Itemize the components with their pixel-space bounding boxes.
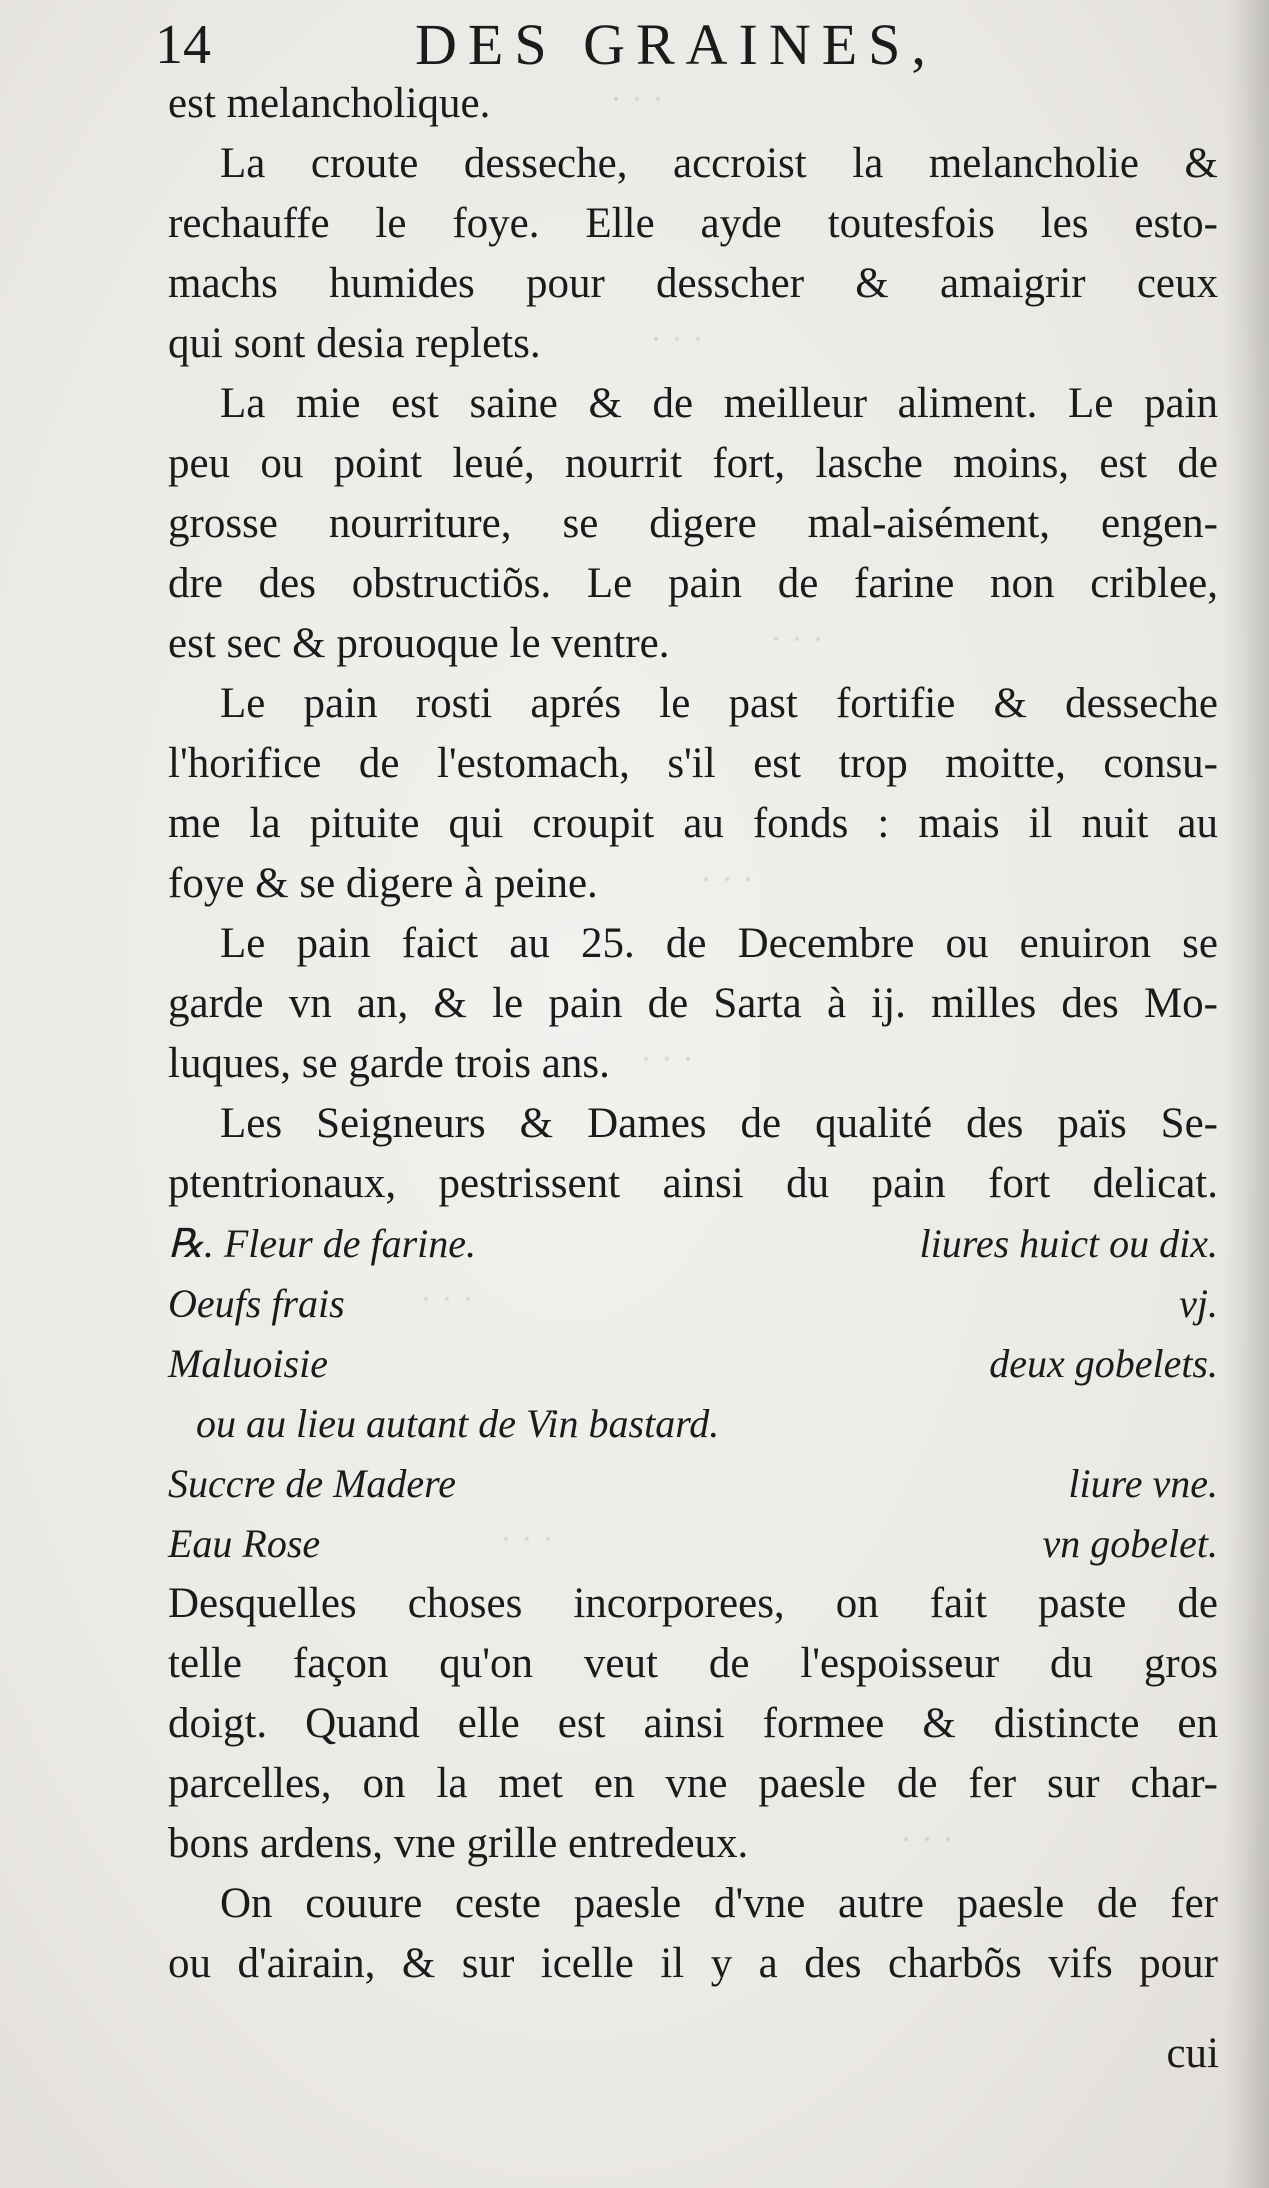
text-line: Les Seigneurs & Dames de qualité des païs Se-	[220, 1100, 1218, 1147]
text-line: parcelles, on la met en vne paesle de fer sur char-	[168, 1760, 1218, 1807]
show-through-mark: · · ·	[610, 79, 664, 119]
show-through-mark: · · ·	[650, 319, 704, 359]
recipe-ingredient: ou au lieu autant de Vin bastard.	[196, 1401, 720, 1446]
recipe-ingredient: ℞. Fleur de farine.	[168, 1221, 477, 1266]
text-line: Le pain rosti aprés le past fortifie & desseche	[220, 680, 1218, 727]
recipe-row	[168, 1334, 1218, 1394]
spine-shadow	[1223, 0, 1269, 2188]
text-line: bons ardens, vne grille entredeux.	[168, 1820, 749, 1867]
text-line: machs humides pour desscher & amaigrir ceux	[168, 260, 1218, 307]
text-line: garde vn an, & le pain de Sarta à ij. milles des Mo-	[168, 980, 1218, 1027]
text-block	[168, 74, 1218, 1994]
text-line: qui sont desia replets.	[168, 320, 541, 367]
recipe-row	[168, 1514, 1218, 1574]
text-line: rechauffe le foye. Elle ayde toutesfois les esto-	[168, 200, 1218, 247]
recipe-ingredient: Eau Rose	[168, 1521, 321, 1566]
recipe-row	[168, 1454, 1218, 1514]
recipe-quantity: liures huict ou dix.	[919, 1221, 1218, 1266]
recipe-row	[168, 1394, 1218, 1454]
text-line: Desquelles choses incorporees, on fait paste de	[168, 1580, 1218, 1627]
recipe-ingredient: Oeufs frais	[168, 1281, 345, 1326]
text-line: dre des obstructiõs. Le pain de farine non criblee,	[168, 560, 1218, 607]
recipe-quantity: liure vne.	[1068, 1461, 1218, 1506]
recipe-ingredient: Maluoisie	[168, 1341, 328, 1386]
page-header	[155, 4, 1215, 84]
text-line: grosse nourriture, se digere mal-aisément, engen-	[168, 500, 1218, 547]
text-line: On couure ceste paesle d'vne autre paesle de fer	[220, 1880, 1218, 1927]
text-line: ou d'airain, & sur icelle il y a des charbõs vifs pour	[168, 1940, 1218, 1987]
show-through-mark: · · ·	[770, 619, 824, 659]
text-line: doigt. Quand elle est ainsi formee & distincte en	[168, 1700, 1218, 1747]
text-line: ptentrionaux, pestrissent ainsi du pain fort delicat.	[168, 1160, 1218, 1207]
text-line: me la pituite qui croupit au fonds : mais il nuit au	[168, 800, 1218, 847]
recipe-row	[168, 1214, 1218, 1274]
running-title: DES GRAINES,	[415, 12, 937, 77]
text-line: telle façon qu'on veut de l'espoisseur du gros	[168, 1640, 1218, 1687]
text-line: l'horifice de l'estomach, s'il est trop moitte, consu-	[168, 740, 1218, 787]
show-through-mark: · · ·	[500, 1519, 554, 1559]
recipe-quantity: vj.	[1179, 1281, 1218, 1326]
recipe-quantity: deux gobelets.	[989, 1341, 1218, 1386]
show-through-mark: · · ·	[900, 1819, 954, 1859]
text-line: est melancholique.	[168, 80, 491, 127]
show-through-mark: · · ·	[420, 1279, 474, 1319]
text-line: luques, se garde trois ans.	[168, 1040, 610, 1087]
text-line: est sec & prouoque le ventre.	[168, 620, 670, 667]
text-line: peu ou point leué, nourrit fort, lasche moins, est de	[168, 440, 1218, 487]
page-number: 14	[155, 14, 211, 76]
recipe-ingredient: Succre de Madere	[168, 1461, 457, 1506]
text-line: La mie est saine & de meilleur aliment. Le pain	[220, 380, 1218, 427]
show-through-mark: · · ·	[640, 1039, 694, 1079]
recipe-row	[168, 1274, 1218, 1334]
text-line: La croute desseche, accroist la melancholie &	[220, 140, 1218, 187]
text-line: foye & se digere à peine.	[168, 860, 598, 907]
recipe-quantity: vn gobelet.	[1042, 1521, 1218, 1566]
catchword: cui	[1166, 2030, 1219, 2077]
text-line: Le pain faict au 25. de Decembre ou enuiron se	[220, 920, 1218, 967]
show-through-mark: · · ·	[700, 859, 754, 899]
